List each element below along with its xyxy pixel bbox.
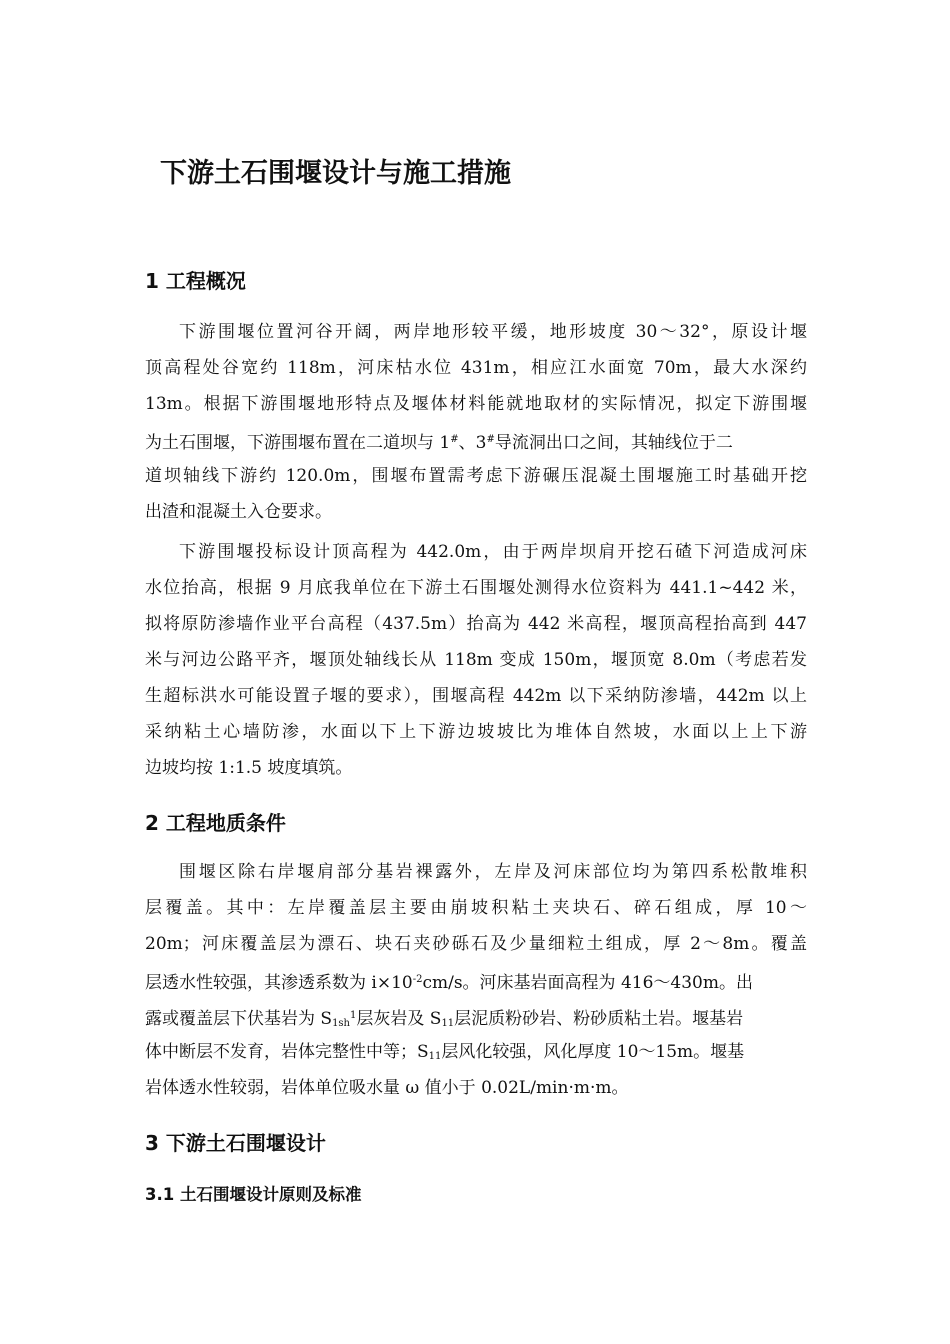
text-line (145, 998, 807, 1034)
text-line: 层覆盖。其中：左岸覆盖层主要由崩坡积粘土夹块石、碎石组成，厚 10～ (145, 898, 807, 918)
text-segment: 体中断层不发育，岩体完整性中等；S (145, 1042, 429, 1062)
page-title: 下游土石围堰设计与施工措施 (160, 158, 511, 189)
text-line: 采纳粘土心墙防渗，水面以下上下游边坡坡比为堆体自然坡，水面以上上下游 (145, 722, 807, 742)
text-line: 生超标洪水可能设置子堰的要求），围堰高程 442m 以下采纳防渗墙，442m 以上 (145, 686, 807, 706)
text-line: 围堰区除右岸堰肩部分基岩裸露外，左岸及河床部位均为第四系松散堆积 (179, 862, 807, 882)
text-line: 边坡均按 1:1.5 坡度填筑。 (145, 758, 353, 778)
text-segment: 层灰岩及 S (356, 1009, 442, 1029)
text-line: 下游围堰位置河谷开阔，两岸地形较平缓，地形坡度 30～32°，原设计堰 (179, 322, 807, 342)
superscript: -2 (412, 974, 423, 985)
text-line: 道坝轴线下游约 120.0m，围堰布置需考虑下游碾压混凝土围堰施工时基础开挖 (145, 466, 807, 486)
superscript: # (450, 434, 459, 445)
text-segment: 层泥质粉砂岩、粉砂质粘土岩。堰基岩 (454, 1009, 744, 1029)
subsection-heading-3-1: 3.1 土石围堰设计原则及标准 (145, 1185, 362, 1204)
section-heading-1: 1 工程概况 (145, 269, 246, 293)
text-segment: 层透水性较强，其渗透系数为 i×10 (145, 973, 413, 993)
text-line: 出渣和混凝土入仓要求。 (145, 502, 332, 522)
text-line: 顶高程处谷宽约 118m，河床枯水位 431m，相应江水面宽 70m，最大水深约 (145, 358, 807, 378)
text-line: 拟将原防渗墙作业平台高程（437.5m）抬高为 442 米高程，堰顶高程抬高到 447 (145, 614, 807, 634)
text-line (145, 1034, 807, 1070)
text-segment: 露或覆盖层下伏基岩为 S (145, 1009, 333, 1029)
paragraph-2-1 (145, 854, 807, 1106)
text-line: 岩体透水性较弱，岩体单位吸水量 ω 值小于 0.02L/min·m·m。 (145, 1078, 629, 1098)
text-segment: 、3 (458, 433, 487, 453)
text-line: 米与河边公路平齐，堰顶处轴线长从 118m 变成 150m，堰顶宽 8.0m（考虑若发 (145, 650, 807, 670)
text-segment: 层风化较强，风化厚度 10～15m。堰基 (441, 1042, 745, 1062)
superscript: # (486, 434, 495, 445)
superscript: 1 (350, 1010, 357, 1021)
text-segment: cm/s。河床基岩面高程为 416～430m。出 (422, 973, 753, 993)
subscript: 11 (428, 1051, 442, 1062)
text-line: 水位抬高，根据 9 月底我单位在下游土石围堰处测得水位资料为 441.1~442 米， (145, 578, 807, 598)
text-line (145, 422, 807, 458)
text-segment: 为土石围堰，下游围堰布置在二道坝与 1 (145, 433, 451, 453)
section-heading-3: 3 下游土石围堰设计 (145, 1131, 326, 1155)
subscript: 11 (441, 1018, 455, 1029)
paragraph-1-2 (145, 534, 807, 786)
paragraph-1-1 (145, 314, 807, 530)
text-line (145, 962, 807, 998)
text-segment: 导流洞出口之间，其轴线位于二 (494, 433, 733, 453)
text-line: 13m。根据下游围堰地形特点及堰体材料能就地取材的实际情况，拟定下游围堰 (145, 394, 807, 414)
subscript: 1sh (332, 1018, 350, 1029)
section-heading-2: 2 工程地质条件 (145, 811, 286, 835)
text-line: 下游围堰投标设计顶高程为 442.0m，由于两岸坝肩开挖石碴下河造成河床 (179, 542, 807, 562)
text-line: 20m；河床覆盖层为漂石、块石夹砂砾石及少量细粒土组成，厚 2～8m。覆盖 (145, 934, 807, 954)
